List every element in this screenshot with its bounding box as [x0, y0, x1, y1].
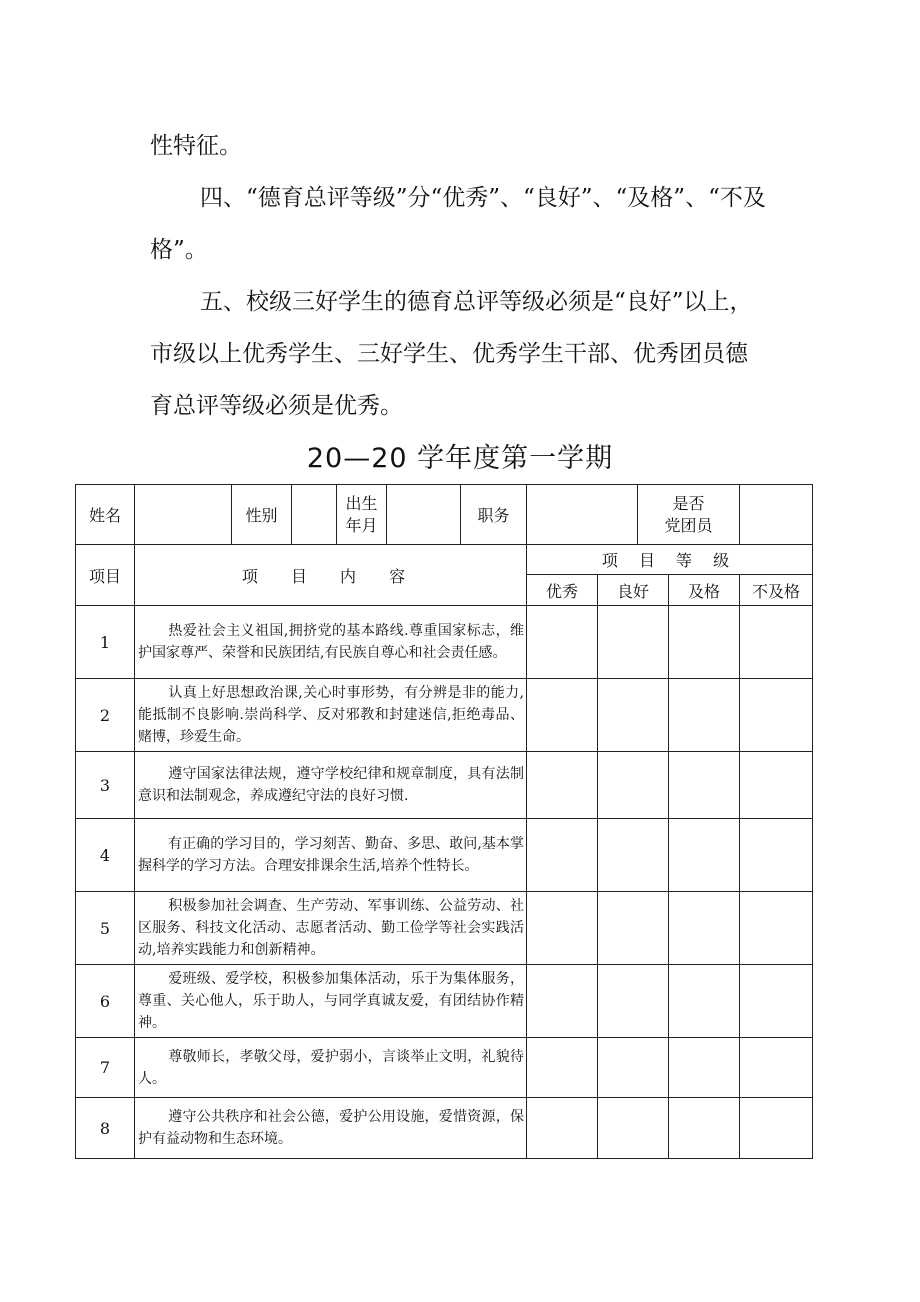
table-row	[76, 965, 813, 1038]
grade-cell-fail[interactable]	[740, 819, 813, 892]
grade-cell-good[interactable]	[598, 965, 669, 1038]
row-content	[135, 819, 527, 892]
row-content	[135, 892, 527, 965]
grade-cell-good[interactable]	[598, 1038, 669, 1098]
grade-cell-fail[interactable]	[740, 965, 813, 1038]
row-content-text: 爱班级、爱学校，积极参加集体活动，乐于为集体服务，尊重、关心他人，乐于助人，与同学真诚友爱，有团结协作精神。	[138, 971, 524, 1031]
grade-cell-excellent[interactable]	[527, 679, 598, 752]
grade-group-header: 项 目 等 级	[527, 545, 813, 575]
grade-header-pass: 及格	[669, 575, 740, 606]
grade-cell-pass[interactable]	[669, 819, 740, 892]
grade-cell-good[interactable]	[598, 752, 669, 819]
grade-cell-excellent[interactable]	[527, 1038, 598, 1098]
student-info-row	[76, 485, 813, 545]
gender-field[interactable]	[292, 485, 337, 545]
table-row	[76, 1038, 813, 1098]
content-header: 项 目 内 容	[135, 545, 527, 606]
grade-cell-pass[interactable]	[669, 752, 740, 819]
grade-cell-pass[interactable]	[669, 679, 740, 752]
grade-cell-fail[interactable]	[740, 1038, 813, 1098]
table-row	[76, 892, 813, 965]
paragraph-rule-5-text: 五、校级三好学生的德育总评等级必须是“良好”以上，市级以上优秀学生、三好学生、优秀学生干部、优秀团员德育总评等级必须是优秀。	[150, 289, 753, 419]
grade-cell-excellent[interactable]	[527, 965, 598, 1038]
row-number: 6	[76, 965, 135, 1038]
grade-cell-excellent[interactable]	[527, 819, 598, 892]
grade-cell-fail[interactable]	[740, 1098, 813, 1159]
grade-cell-fail[interactable]	[740, 752, 813, 819]
grade-cell-pass[interactable]	[669, 892, 740, 965]
grade-header-excellent: 优秀	[527, 575, 598, 606]
row-content-text: 遵守国家法律法规，遵守学校纪律和规章制度，具有法制意识和法制观念，养成遵纪守法的良好习惯.	[138, 766, 524, 804]
grade-cell-good[interactable]	[598, 679, 669, 752]
paragraph-rule-4	[150, 172, 770, 276]
row-content-text: 积极参加社会调查、生产劳动、军事训练、公益劳动、社区服务、科技文化活动、志愿者活动、勤工俭学等社会实践活动,培养实践能力和创新精神。	[138, 898, 524, 958]
grade-cell-pass[interactable]	[669, 1038, 740, 1098]
grade-cell-good[interactable]	[598, 819, 669, 892]
table-row	[76, 819, 813, 892]
column-header-row	[76, 545, 813, 575]
grade-cell-pass[interactable]	[669, 965, 740, 1038]
grade-cell-excellent[interactable]	[527, 892, 598, 965]
grade-cell-good[interactable]	[598, 606, 669, 679]
row-number: 2	[76, 679, 135, 752]
paragraph-rule-5	[150, 276, 770, 432]
grade-cell-pass[interactable]	[669, 1098, 740, 1159]
table-row	[76, 679, 813, 752]
birth-label	[337, 485, 387, 545]
party-label-line1: 是否	[672, 493, 705, 513]
form-title: 20—20 学年度第一学期	[306, 443, 614, 474]
table-row	[76, 1098, 813, 1159]
grade-cell-pass[interactable]	[669, 606, 740, 679]
row-content	[135, 752, 527, 819]
grade-cell-excellent[interactable]	[527, 606, 598, 679]
row-content	[135, 1038, 527, 1098]
row-content	[135, 679, 527, 752]
paragraph-continuation: 性特征。	[150, 133, 242, 159]
row-number: 5	[76, 892, 135, 965]
row-content-text: 认真上好思想政治课,关心时事形势，有分辨是非的能力,能抵制不良影响.崇尚科学、反对邪教和封建迷信,拒绝毒品、赌博，珍爱生命。	[138, 685, 524, 745]
position-field[interactable]	[527, 485, 638, 545]
name-field[interactable]	[135, 485, 232, 545]
row-content	[135, 1098, 527, 1159]
row-number: 3	[76, 752, 135, 819]
table-row	[76, 606, 813, 679]
row-content-text: 热爱社会主义祖国,拥挤党的基本路线.尊重国家标志，维护国家尊严、荣誉和民族团结,有民族自尊心和社会责任感。	[138, 623, 524, 661]
row-content	[135, 965, 527, 1038]
row-number: 4	[76, 819, 135, 892]
evaluation-table	[75, 484, 813, 1159]
gender-label: 性别	[232, 485, 292, 545]
grade-cell-fail[interactable]	[740, 892, 813, 965]
row-content-text: 有正确的学习目的，学习刻苦、勤奋、多思、敢问,基本掌握科学的学习方法。合理安排课余生活,培养个性特长。	[138, 836, 524, 874]
party-label	[638, 485, 740, 545]
name-label: 姓名	[76, 485, 135, 545]
grade-cell-excellent[interactable]	[527, 1098, 598, 1159]
row-content-text: 尊敬师长，孝敬父母，爱护弱小，言谈举止文明，礼貌待人。	[138, 1048, 524, 1087]
row-number: 8	[76, 1098, 135, 1159]
grade-header-fail: 不及格	[740, 575, 813, 606]
birth-label-line1: 出生	[345, 493, 378, 513]
party-label-line2: 党团员	[664, 515, 713, 535]
birth-field[interactable]	[387, 485, 461, 545]
paragraph-rule-4-text: 四、“德育总评等级”分“优秀”、“良好”、“及格”、“不及格”。	[150, 185, 766, 263]
row-number: 7	[76, 1038, 135, 1098]
row-content	[135, 606, 527, 679]
row-number: 1	[76, 606, 135, 679]
position-label: 职务	[461, 485, 527, 545]
table-row	[76, 752, 813, 819]
party-field[interactable]	[740, 485, 813, 545]
grade-cell-excellent[interactable]	[527, 752, 598, 819]
grade-header-good: 良好	[598, 575, 669, 606]
grade-cell-good[interactable]	[598, 892, 669, 965]
grade-cell-good[interactable]	[598, 1098, 669, 1159]
grade-cell-fail[interactable]	[740, 606, 813, 679]
row-content-text: 遵守公共秩序和社会公德，爱护公用设施，爱惜资源，保护有益动物和生态环境。	[138, 1109, 524, 1147]
grade-cell-fail[interactable]	[740, 679, 813, 752]
item-header: 项目	[76, 545, 135, 606]
birth-label-line2: 年月	[345, 515, 378, 535]
